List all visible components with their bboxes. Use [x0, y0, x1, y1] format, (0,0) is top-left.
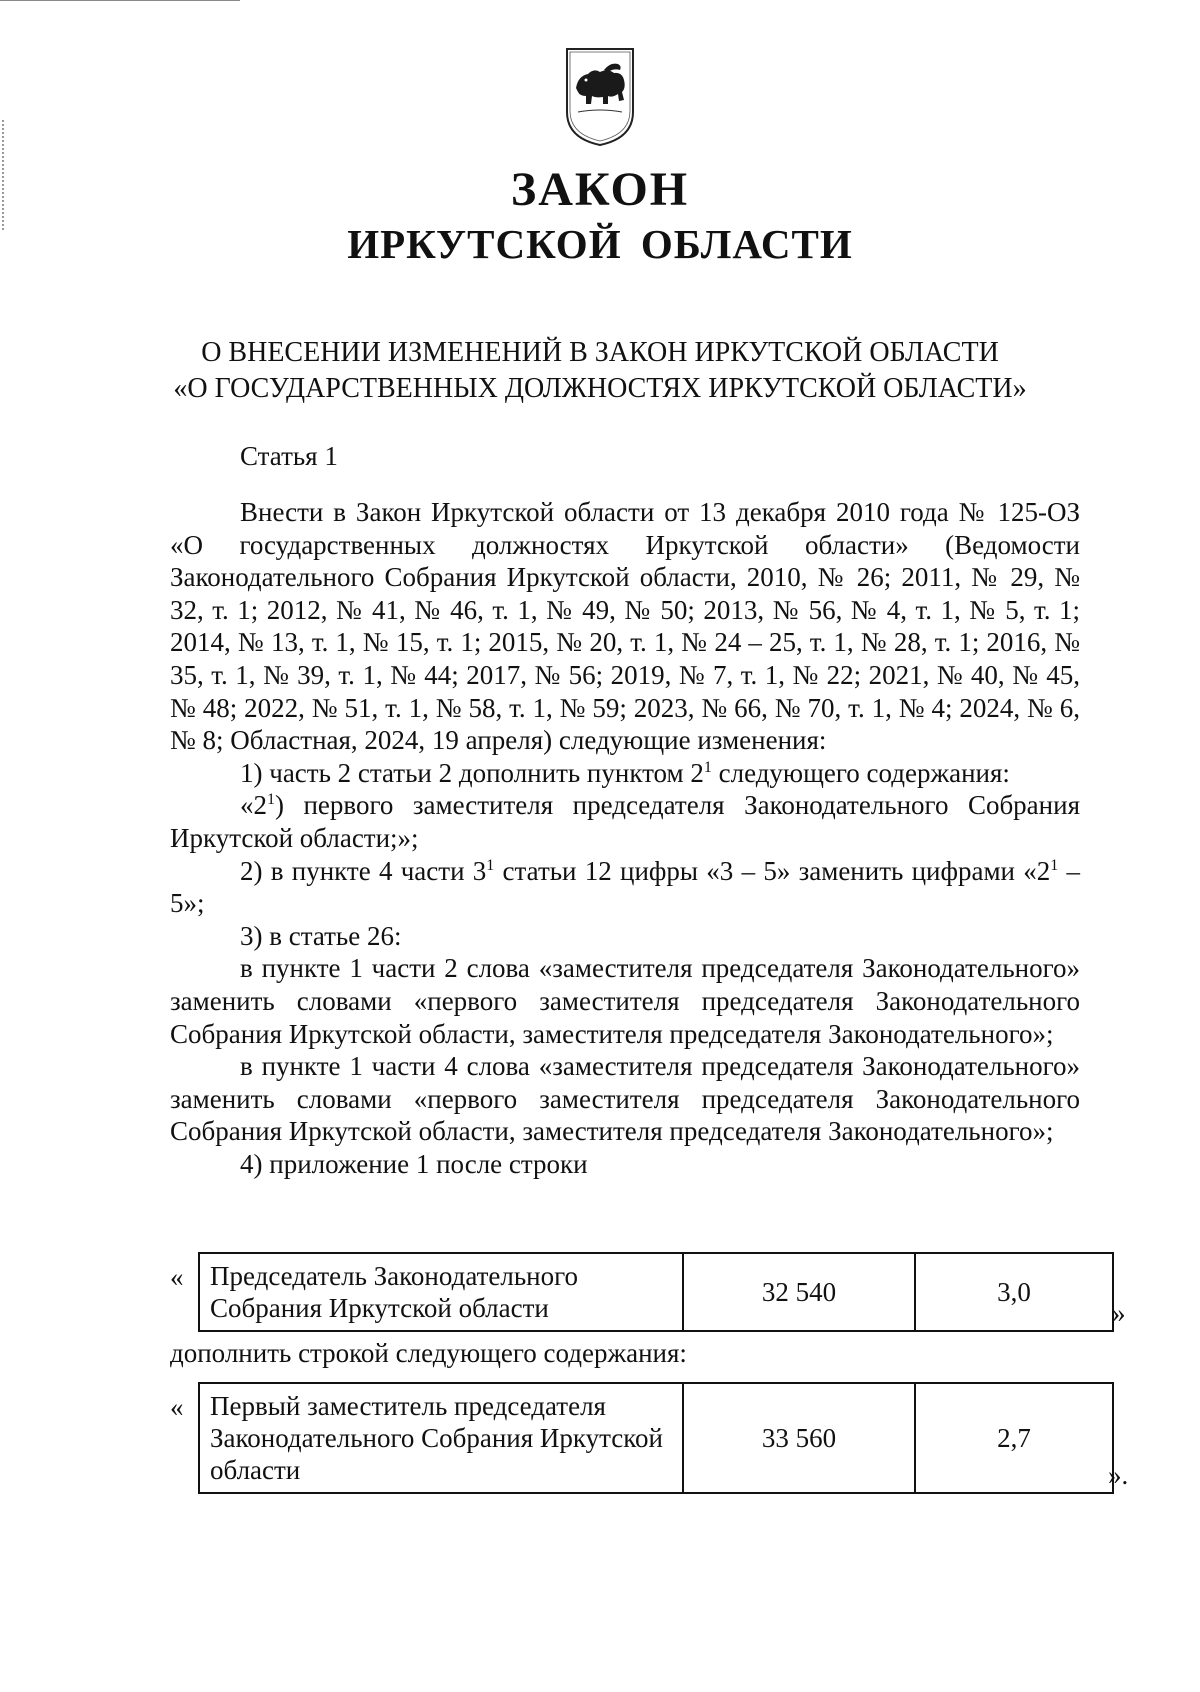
table-row	[199, 1253, 1113, 1331]
law-title: ЗАКОН	[510, 163, 690, 216]
law-region: ИРКУТСКОЙ ОБЛАСТИ	[347, 221, 853, 267]
table1-close-quote: »	[1112, 1298, 1126, 1328]
salary-amount: 33 560	[683, 1383, 915, 1493]
item-2: 2) в пункте 4 части $3^1$ статьи 12 цифры «3 – 5» заменить цифрами «$2^1 - 5$»;	[170, 855, 1081, 919]
after-table-text: дополнить строкой следующего содержания:	[170, 1338, 687, 1368]
intro-paragraph: Внести в Закон Иркутской области от 13 декабря 2010 года № 125-ОЗ «О государственных должностях Иркутской области» (Ведомости Законодательного Собрания Иркутской области, 2010, № 26; 2011, № 29, № 32, т. 1; 2012, № 41, № 46, т. 1, № 49, № 50; 2013, № 56, № 4, т. 1, № 5, т. 1; 2014, № 13, т. 1, № 15, т. 1; 2015, № 20, т. 1, № 24 – 25, т. 1, № 28, т. 1; 2016, № 35, т. 1, № 39, т. 1, № 44; 2017, № 56; 2019, № 7, т. 1, № 22; 2021, № 40, № 45, № 48; 2022, № 51, т. 1, № 58, т. 1, № 59; 2023, № 66, № 70, т. 1, № 4; 2024, № 6, № 8; Областная, 2024, 19 апреля) следующие изменения:	[170, 497, 1080, 756]
coefficient: 2,7	[915, 1383, 1113, 1493]
coat-of-arms-icon	[564, 46, 636, 148]
law-subtitle-line1: О ВНЕСЕНИИ ИЗМЕНЕНИЙ В ЗАКОН ИРКУТСКОЙ ОБЛАСТИ	[201, 337, 999, 368]
item-1-quote: «$2^1$) первого заместителя председателя Законодательного Собрания Иркутской области;»;	[170, 790, 1080, 853]
table2-close-quote: ».	[1108, 1460, 1129, 1490]
coefficient: 3,0	[915, 1253, 1113, 1331]
item-1: 1) часть 2 статьи 2 дополнить пунктом $2^1$ следующего содержания:	[240, 757, 1010, 788]
item-4: 4) приложение 1 после строки	[240, 1148, 588, 1179]
table-row	[199, 1383, 1113, 1493]
scan-edge-line	[0, 0, 240, 1]
item-3: 3) в статье 26:	[240, 920, 402, 951]
law-subtitle-line2: «О ГОСУДАРСТВЕННЫХ ДОЛЖНОСТЯХ ИРКУТСКОЙ ОБЛАСТИ»	[173, 373, 1027, 404]
item-3-paragraph-1: в пункте 1 части 2 слова «заместителя председателя Законодательного» заменить словами «первого заместителя председателя Законодательного Собрания Иркутской области, заместителя председателя Законодательного»;	[170, 953, 1080, 1049]
article-heading: Статья 1	[240, 441, 338, 471]
table2-open-quote: «	[170, 1392, 184, 1422]
item-3-paragraph-2: в пункте 1 части 4 слова «заместителя председателя Законодательного» заменить словами «первого заместителя председателя Законодательного Собрания Иркутской области, заместителя председателя Законодательного»;	[170, 1051, 1080, 1147]
salary-amount: 32 540	[683, 1253, 915, 1331]
position-name: Первый заместитель председателя Законодательного Собрания Иркутской области	[199, 1383, 683, 1493]
table-first-deputy-row	[198, 1382, 1114, 1494]
table1-open-quote: «	[170, 1262, 184, 1292]
position-name: Председатель Законодательного Собрания Иркутской области	[199, 1253, 683, 1331]
table-chairman-row	[198, 1252, 1114, 1332]
law-body	[170, 496, 1080, 1180]
